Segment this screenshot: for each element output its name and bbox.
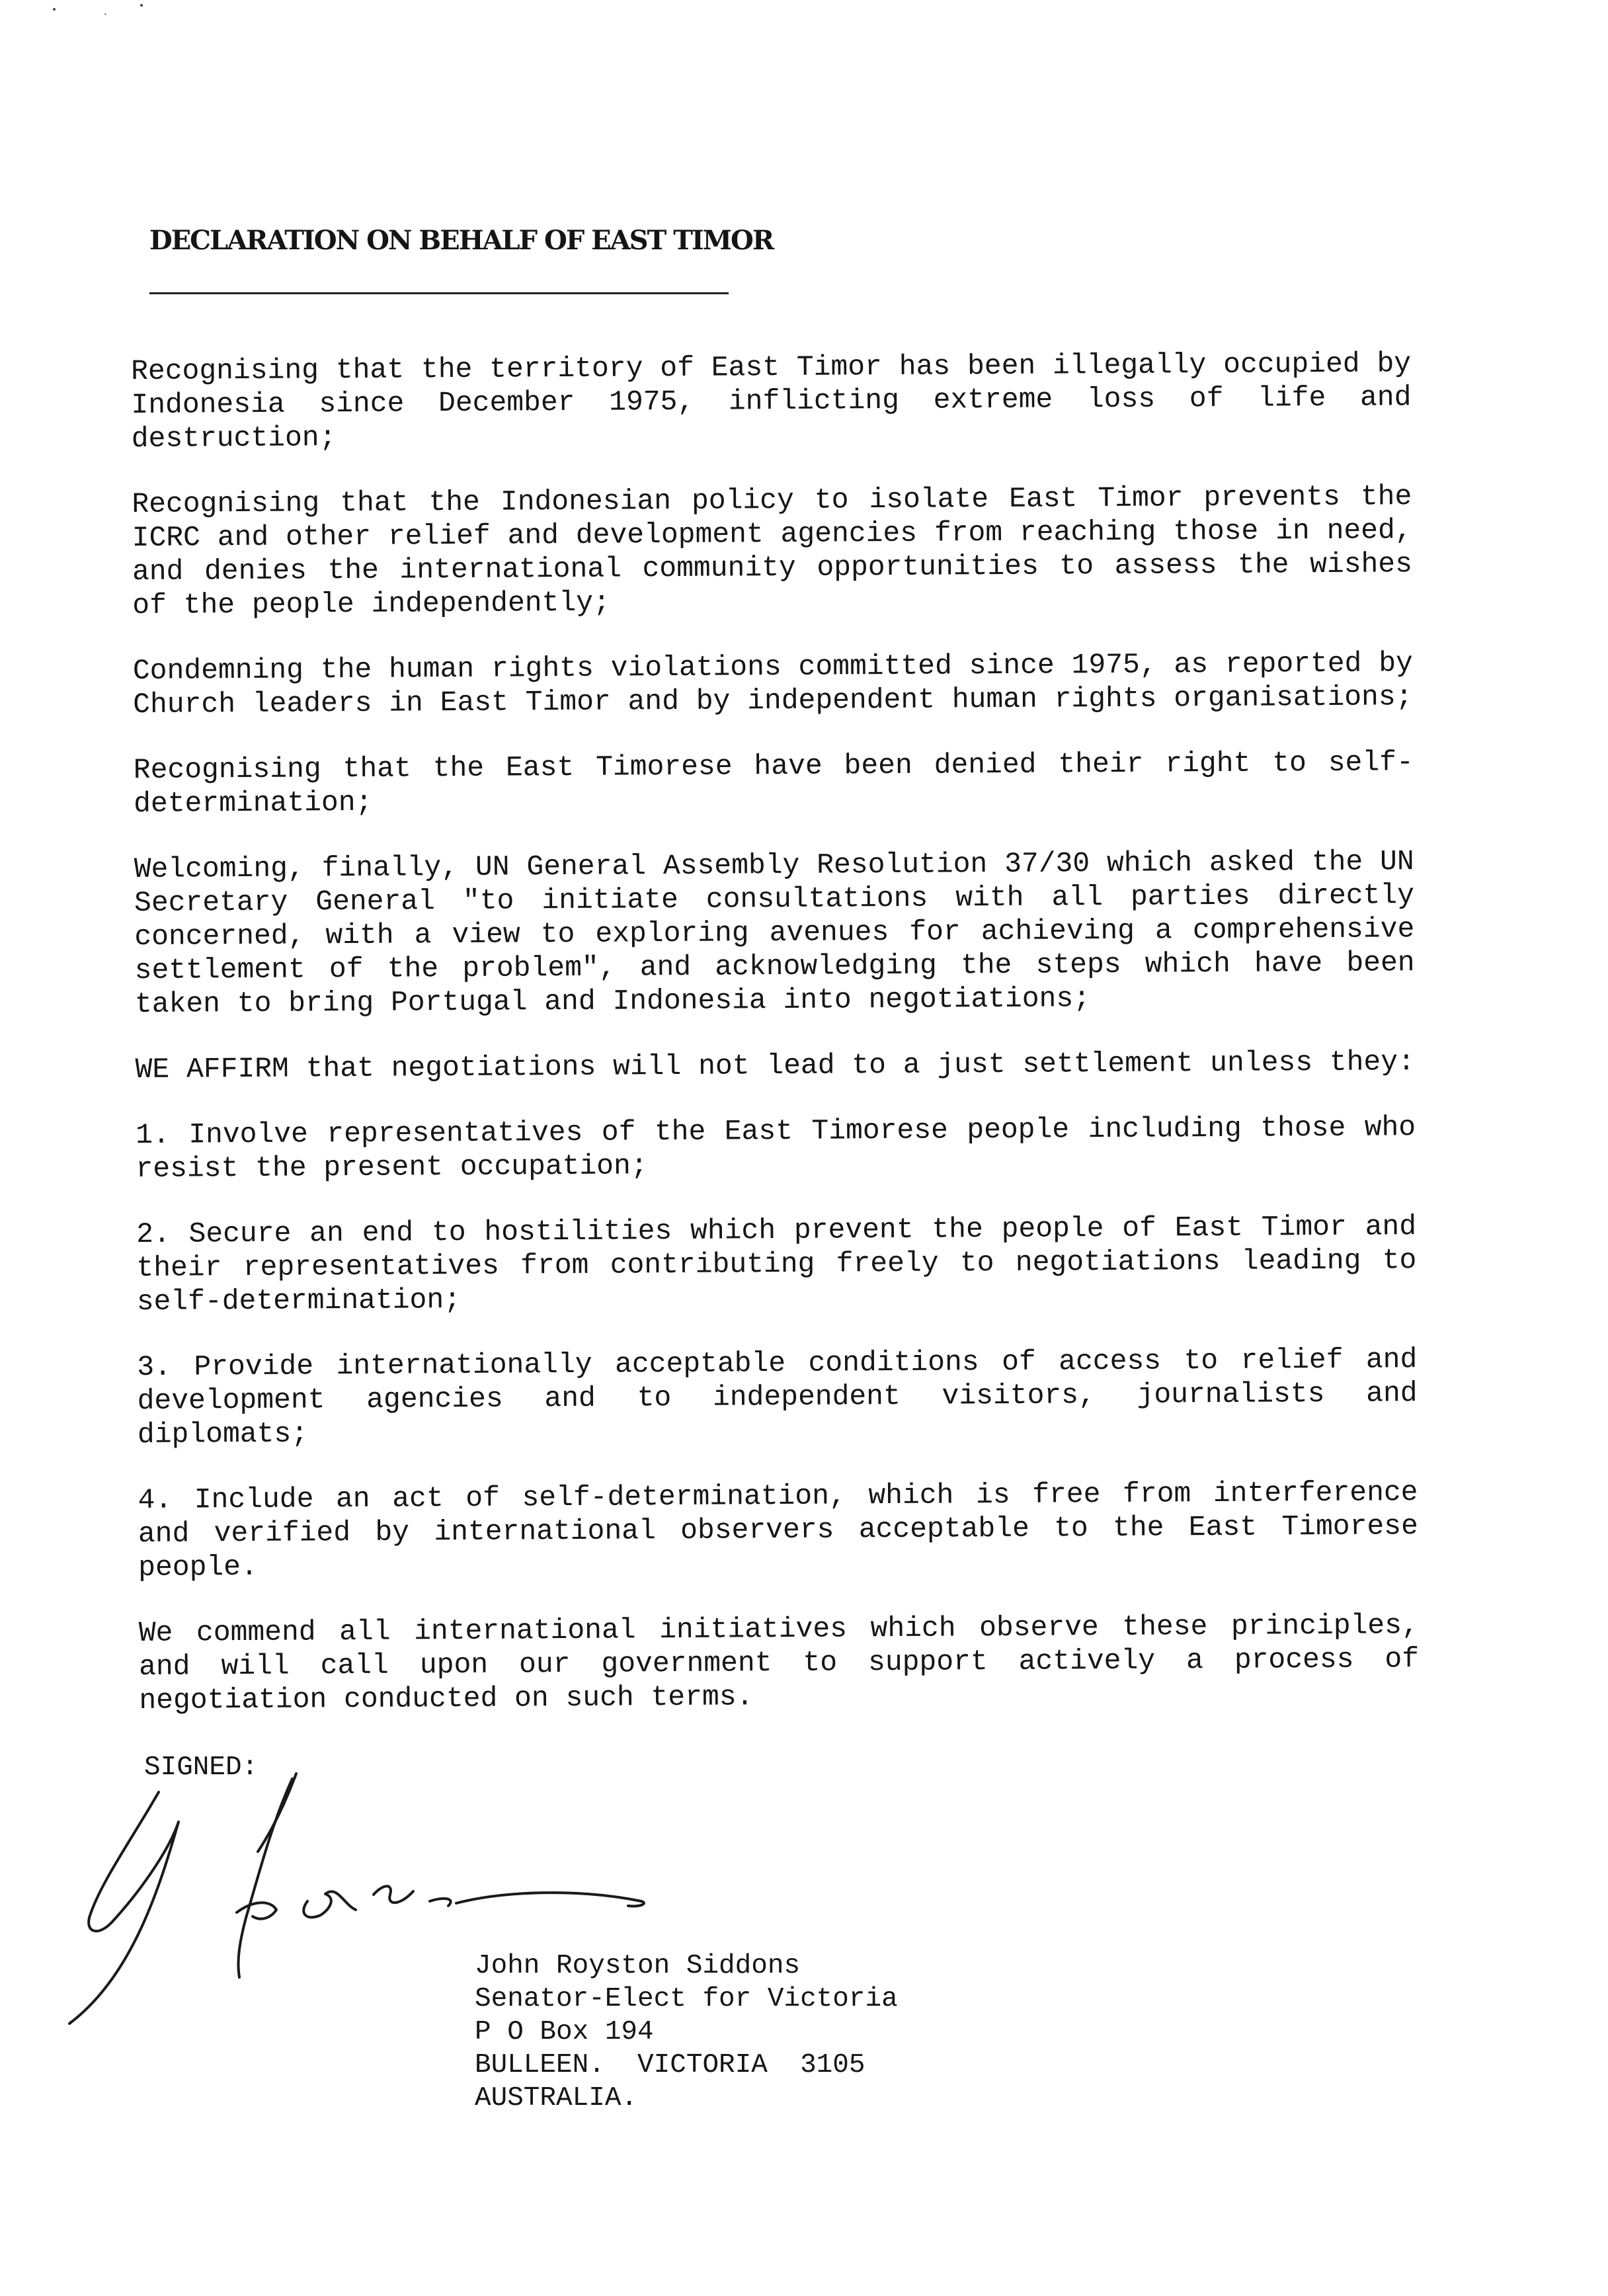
signatory-city-line: BULLEEN. VICTORIA 3105	[475, 2050, 865, 2080]
paragraph-point-4: 4. Include an act of self-determination, which is free from interference and verified by international observers acceptable to the East Timorese people.	[138, 1476, 1419, 1584]
paragraph-point-1: 1. Involve representatives of the East Timorese people including those who resist the present occupation;	[136, 1111, 1416, 1185]
signatory-position: Senator-Elect for Victoria	[475, 1984, 898, 2014]
scan-speck	[53, 8, 56, 11]
signatory-country: AUSTRALIA.	[475, 2083, 638, 2113]
paragraph-recognising-occupation: Recognising that the territory of East Timor has been illegally occupied by Indonesia since December 1975, inflicting extreme loss of life and destruction;	[131, 347, 1412, 455]
paragraph-commend: We commend all international initiatives which observe these principles, and will call upon our government to support actively a process of negotiation conducted on such terms.	[138, 1609, 1420, 1717]
signed-label: SIGNED:	[144, 1752, 259, 1783]
paragraph-recognising-isolation: Recognising that the Indonesian policy to isolate East Timor prevents the ICRC and other relief and development agencies from reaching those in need, and denies the international community opportunities to assess the wishes of the people independently;	[132, 480, 1413, 622]
signatory-address-block	[475, 1949, 898, 2115]
paragraph-we-affirm: WE AFFIRM that negotiations will not lead to a just settlement unless they:	[135, 1046, 1416, 1086]
signatory-po-box: P O Box 194	[475, 2017, 654, 2047]
paragraph-point-2: 2. Secure an end to hostilities which prevent the people of East Timor and their representatives from contributing freely to negotiations leading to self-determination;	[136, 1210, 1417, 1318]
document-title: DECLARATION ON BEHALF OF EAST TIMOR	[149, 225, 774, 256]
paragraph-welcoming-resolution: Welcoming, finally, UN General Assembly Resolution 37/30 which asked the UN Secretary General "to initiate consultations with all parties directly concerned, with a view to exploring avenues for achieving a comprehensive settlement of the problem", and acknowledging the steps which have been taken to bring Portugal and Indonesia into negotiations;	[134, 845, 1415, 1020]
scan-speck	[104, 13, 106, 15]
declaration-body	[131, 347, 1420, 1749]
paragraph-self-determination: Recognising that the East Timorese have been denied their right to self-determination;	[133, 746, 1414, 820]
paragraph-point-3: 3. Provide internationally acceptable conditions of access to relief and development agencies and to independent visitors, journalists and diplomats;	[137, 1343, 1418, 1451]
title-underline	[149, 292, 729, 294]
paragraph-condemning-violations: Condemning the human rights violations committed since 1975, as reported by Church leaders in East Timor and by independent human rights organisations;	[132, 647, 1414, 721]
signatory-name: John Royston Siddons	[475, 1951, 801, 1981]
scan-speck	[140, 4, 143, 7]
